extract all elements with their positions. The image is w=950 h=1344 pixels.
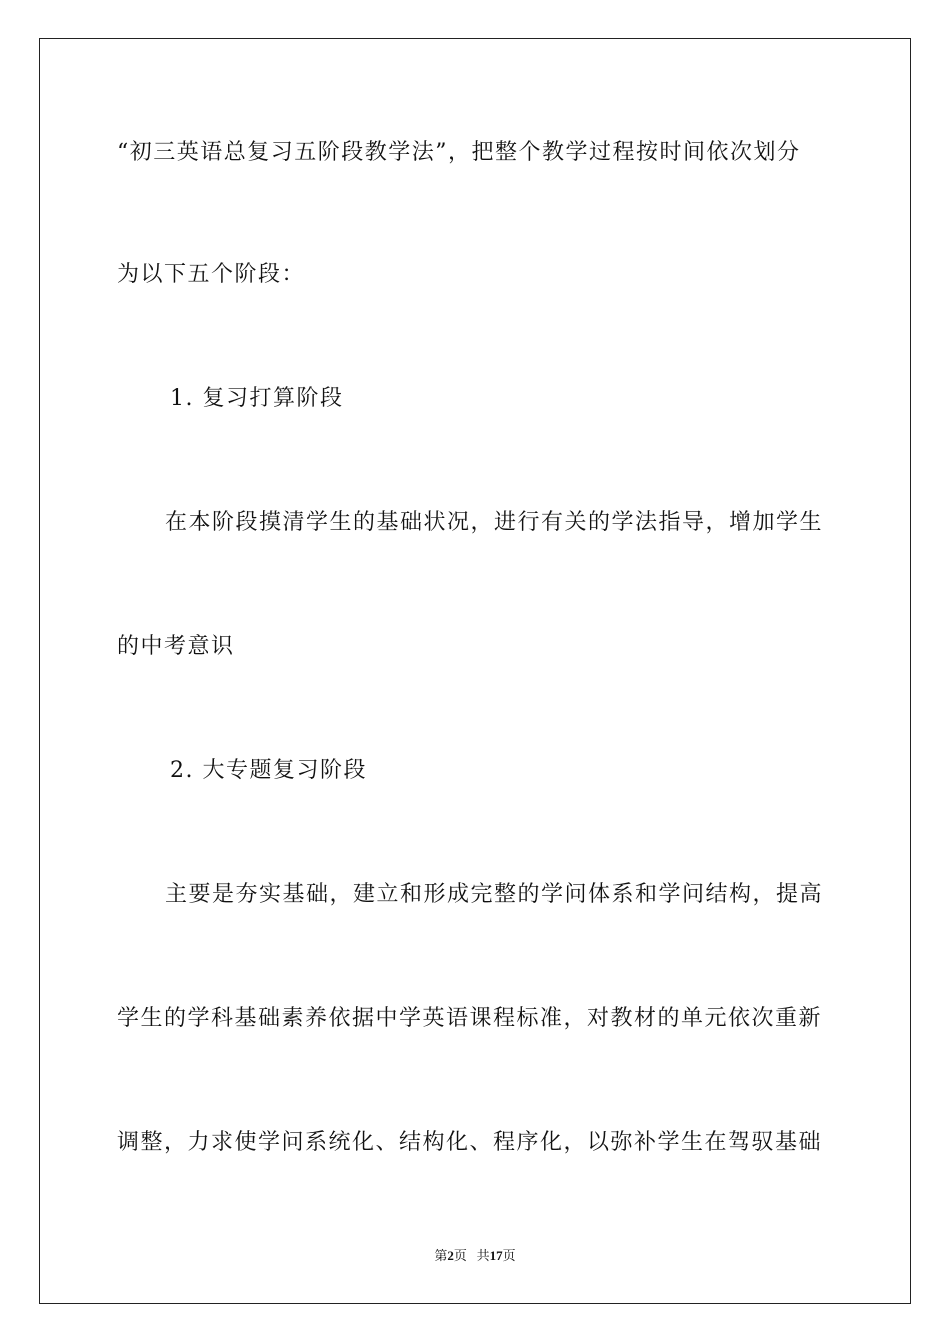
footer-page-number: 2 (447, 1248, 454, 1263)
paragraph-line-1: “初三英语总复习五阶段教学法”，把整个教学过程按时间依次划分 (117, 140, 801, 165)
footer-total-suffix: 页 (502, 1248, 516, 1263)
section-heading-2: 2. 大专题复习阶段 (170, 758, 367, 783)
footer-total-pages: 17 (489, 1248, 503, 1263)
paragraph-line-7: 调整，力求使学问系统化、结构化、程序化，以弥补学生在驾驭基础 (117, 1130, 823, 1155)
footer-total-prefix: 共 (476, 1248, 490, 1263)
paragraph-line-5: 主要是夯实基础，建立和形成完整的学问体系和学问结构，提高 (165, 882, 824, 907)
footer-page-prefix: 第 (434, 1248, 448, 1263)
section-heading-1: 1. 复习打算阶段 (170, 386, 344, 411)
footer-page-suffix: 页 (453, 1248, 467, 1263)
paragraph-line-6: 学生的学科基础素养依据中学英语课程标准，对教材的单元依次重新 (117, 1006, 823, 1031)
paragraph-line-3: 在本阶段摸清学生的基础状况，进行有关的学法指导，增加学生 (165, 510, 824, 535)
paragraph-line-4: 的中考意识 (117, 634, 235, 659)
page-border (39, 38, 911, 1304)
paragraph-line-2: 为以下五个阶段： (117, 262, 306, 287)
page-footer (0, 1247, 950, 1265)
